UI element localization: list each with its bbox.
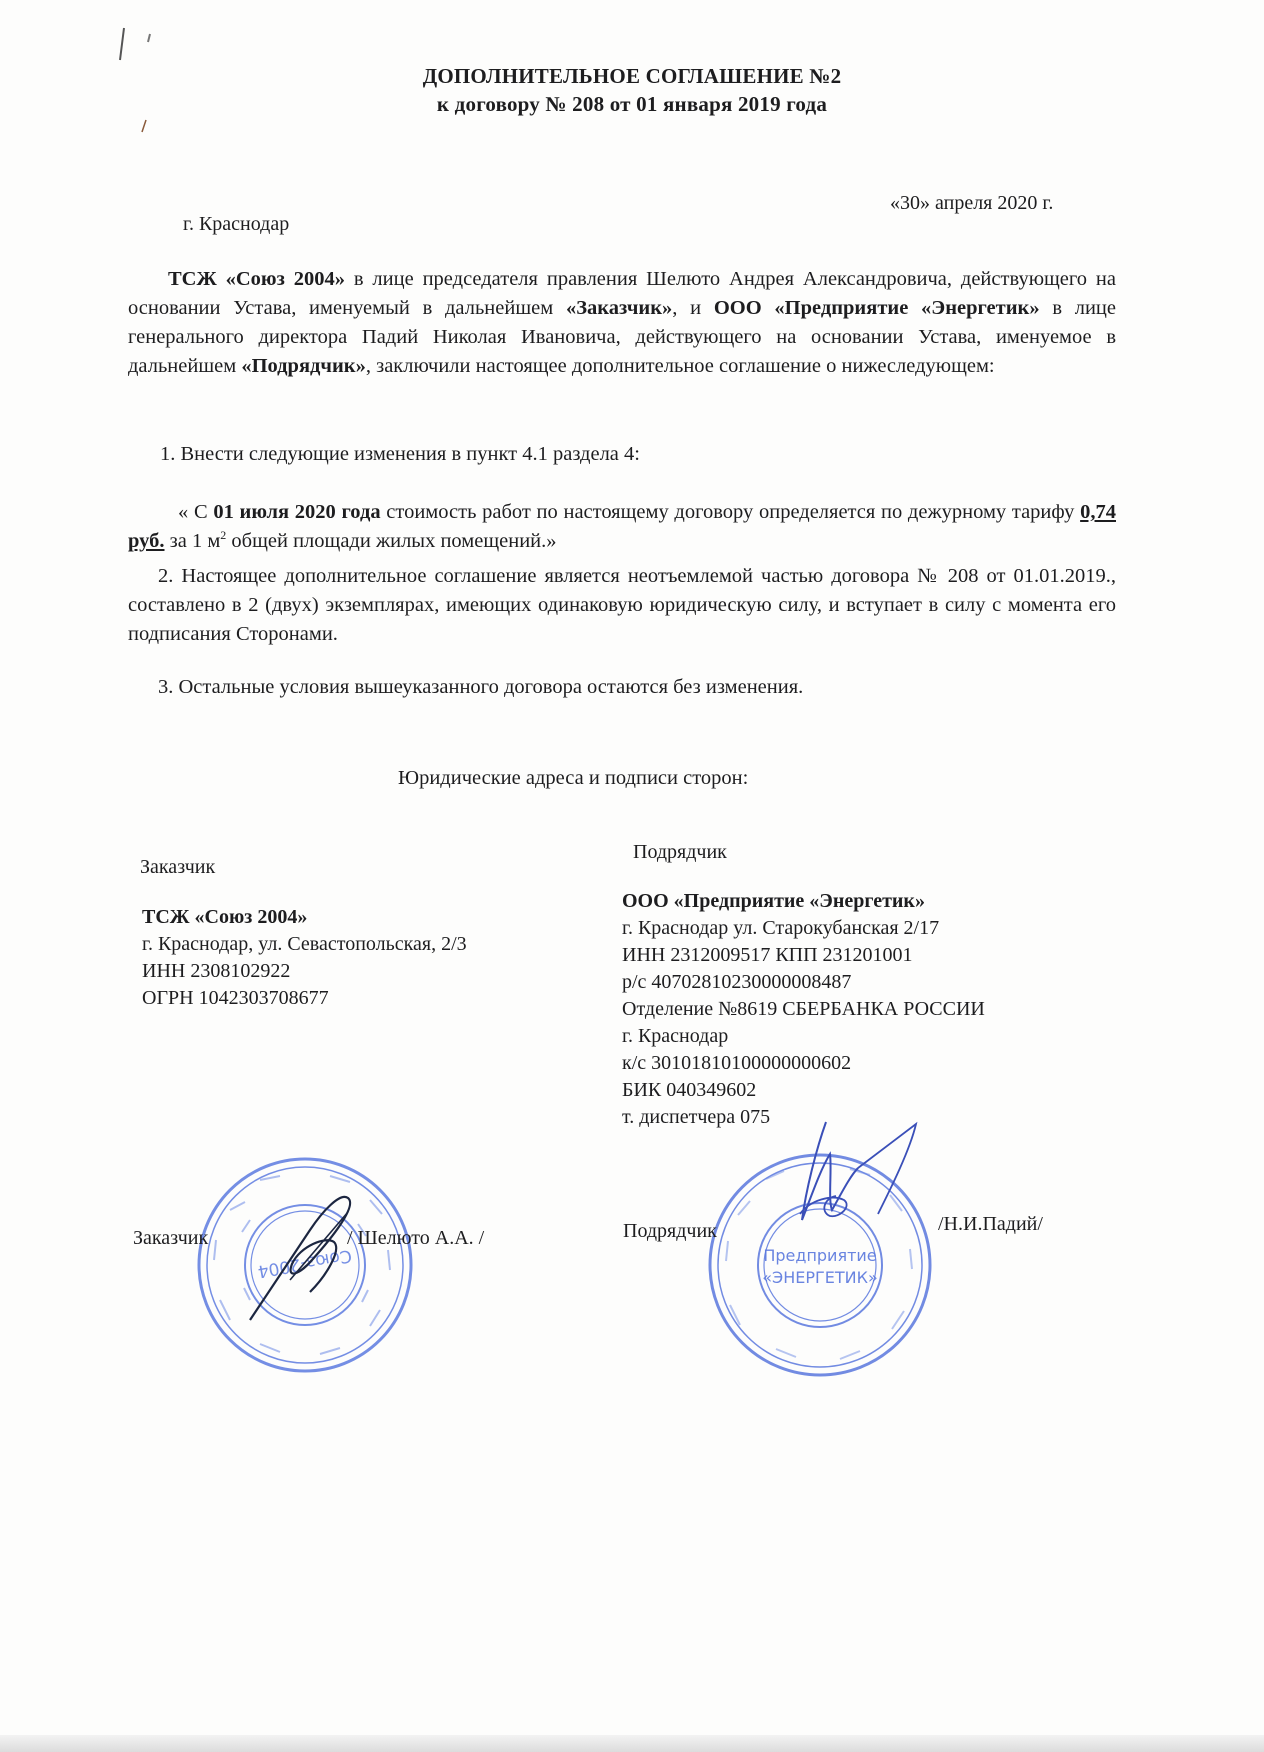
signatures-heading: Юридические адреса и подписи сторон:	[398, 767, 749, 789]
contractor-sign-label: Подрядчик	[623, 1220, 717, 1242]
customer-inn: ИНН 2308102922	[142, 960, 291, 982]
contractor-bik: БИК 040349602	[622, 1079, 757, 1101]
quote-superscript: 2	[220, 528, 227, 543]
customer-stamp-center-text: Союз-2004	[256, 1244, 354, 1282]
item-1-quote	[128, 498, 1116, 556]
contractor-label: Подрядчик	[633, 841, 727, 863]
contractor-inn-kpp: ИНН 2312009517 КПП 231201001	[622, 944, 913, 966]
contractor-role: «Подрядчик»	[241, 355, 366, 377]
customer-role: «Заказчик»	[565, 297, 673, 319]
intro-paragraph	[128, 265, 1116, 381]
item-3: 3. Остальные условия вышеуказанного договора остаются без изменения.	[158, 676, 804, 698]
customer-sign-label: Заказчик	[133, 1227, 209, 1249]
contractor-name: ООО «Предприятие «Энергетик»	[622, 890, 925, 912]
quote-text-3: за 1 м	[164, 530, 221, 552]
contractor-stamp-center-text-1: Предприятие	[763, 1246, 877, 1265]
intro-text-3: в лице генерального директора Падий Николая Ивановича, действующего на основании Устава, именуемое в дальнейшем	[128, 297, 1117, 377]
customer-address: г. Краснодар, ул. Севастопольская, 2/3	[142, 933, 467, 955]
contractor-dispatcher: т. диспетчера 075	[622, 1106, 771, 1128]
contractor-sign-name: /Н.И.Падий/	[938, 1213, 1043, 1235]
item-2: 2. Настоящее дополнительное соглашение является неотъемлемой частью договора № 208 от 01.01.2019., составлено в 2 (двух) экземплярах, имеющих одинаковую юридическую силу, и вступает в силу с момента его подписания Сторонами.	[128, 565, 1116, 645]
intro-text-4: , заключили настоящее дополнительное соглашение о нижеследующем:	[365, 355, 995, 377]
contractor-account: р/с 40702810230000008487	[622, 971, 852, 993]
document-subtitle: к договору № 208 от 01 января 2019 года	[436, 92, 828, 116]
document-title: ДОПОЛНИТЕЛЬНОЕ СОГЛАШЕНИЕ №2	[422, 64, 842, 88]
contractor-signature	[740, 1110, 940, 1240]
customer-label: Заказчик	[140, 856, 216, 878]
scan-bottom-edge	[0, 1735, 1264, 1752]
quote-text-4: общей площади жилых помещений.»	[226, 530, 557, 552]
quote-price: 0,74 руб.	[128, 501, 1116, 552]
party1-name: ТСЖ «Союз 2004»	[168, 268, 345, 290]
customer-name: ТСЖ «Союз 2004»	[142, 906, 308, 928]
quote-effective-date: 01 июля 2020 года	[213, 501, 381, 523]
contractor-corr-account: к/с 30101810100000000602	[622, 1052, 852, 1074]
customer-requisites	[142, 904, 467, 1012]
party2-name: ООО «Предприятие «Энергетик»	[713, 297, 1040, 319]
intro-text-2: , и	[672, 297, 714, 319]
item-1: 1. Внести следующие изменения в пункт 4.1 раздела 4:	[160, 443, 640, 465]
contractor-address: г. Краснодар ул. Старокубанская 2/17	[622, 917, 940, 939]
document-date: «30» апреля 2020 г.	[890, 192, 1054, 214]
customer-sign-name: / Шелюто А.А. /	[347, 1227, 485, 1249]
customer-ogrn: ОГРН 1042303708677	[142, 987, 329, 1009]
customer-signature	[230, 1180, 370, 1330]
contractor-bank-city: г. Краснодар	[622, 1025, 729, 1047]
quote-text-1: « С	[178, 501, 214, 523]
contractor-bank: Отделение №8619 СБЕРБАНКА РОССИИ	[622, 998, 985, 1020]
document-city: г. Краснодар	[183, 213, 290, 235]
contractor-requisites	[622, 888, 985, 1131]
intro-text-1: в лице председателя правления Шелюто Андрея Александровича, действующего на основании Устава, именуемый в дальнейшем	[128, 268, 1116, 319]
contractor-stamp-center-text-2: «ЭНЕРГЕТИК»	[762, 1268, 878, 1287]
quote-text-2: стоимость работ по настоящему договору определяется по дежурному тарифу	[380, 501, 1081, 523]
